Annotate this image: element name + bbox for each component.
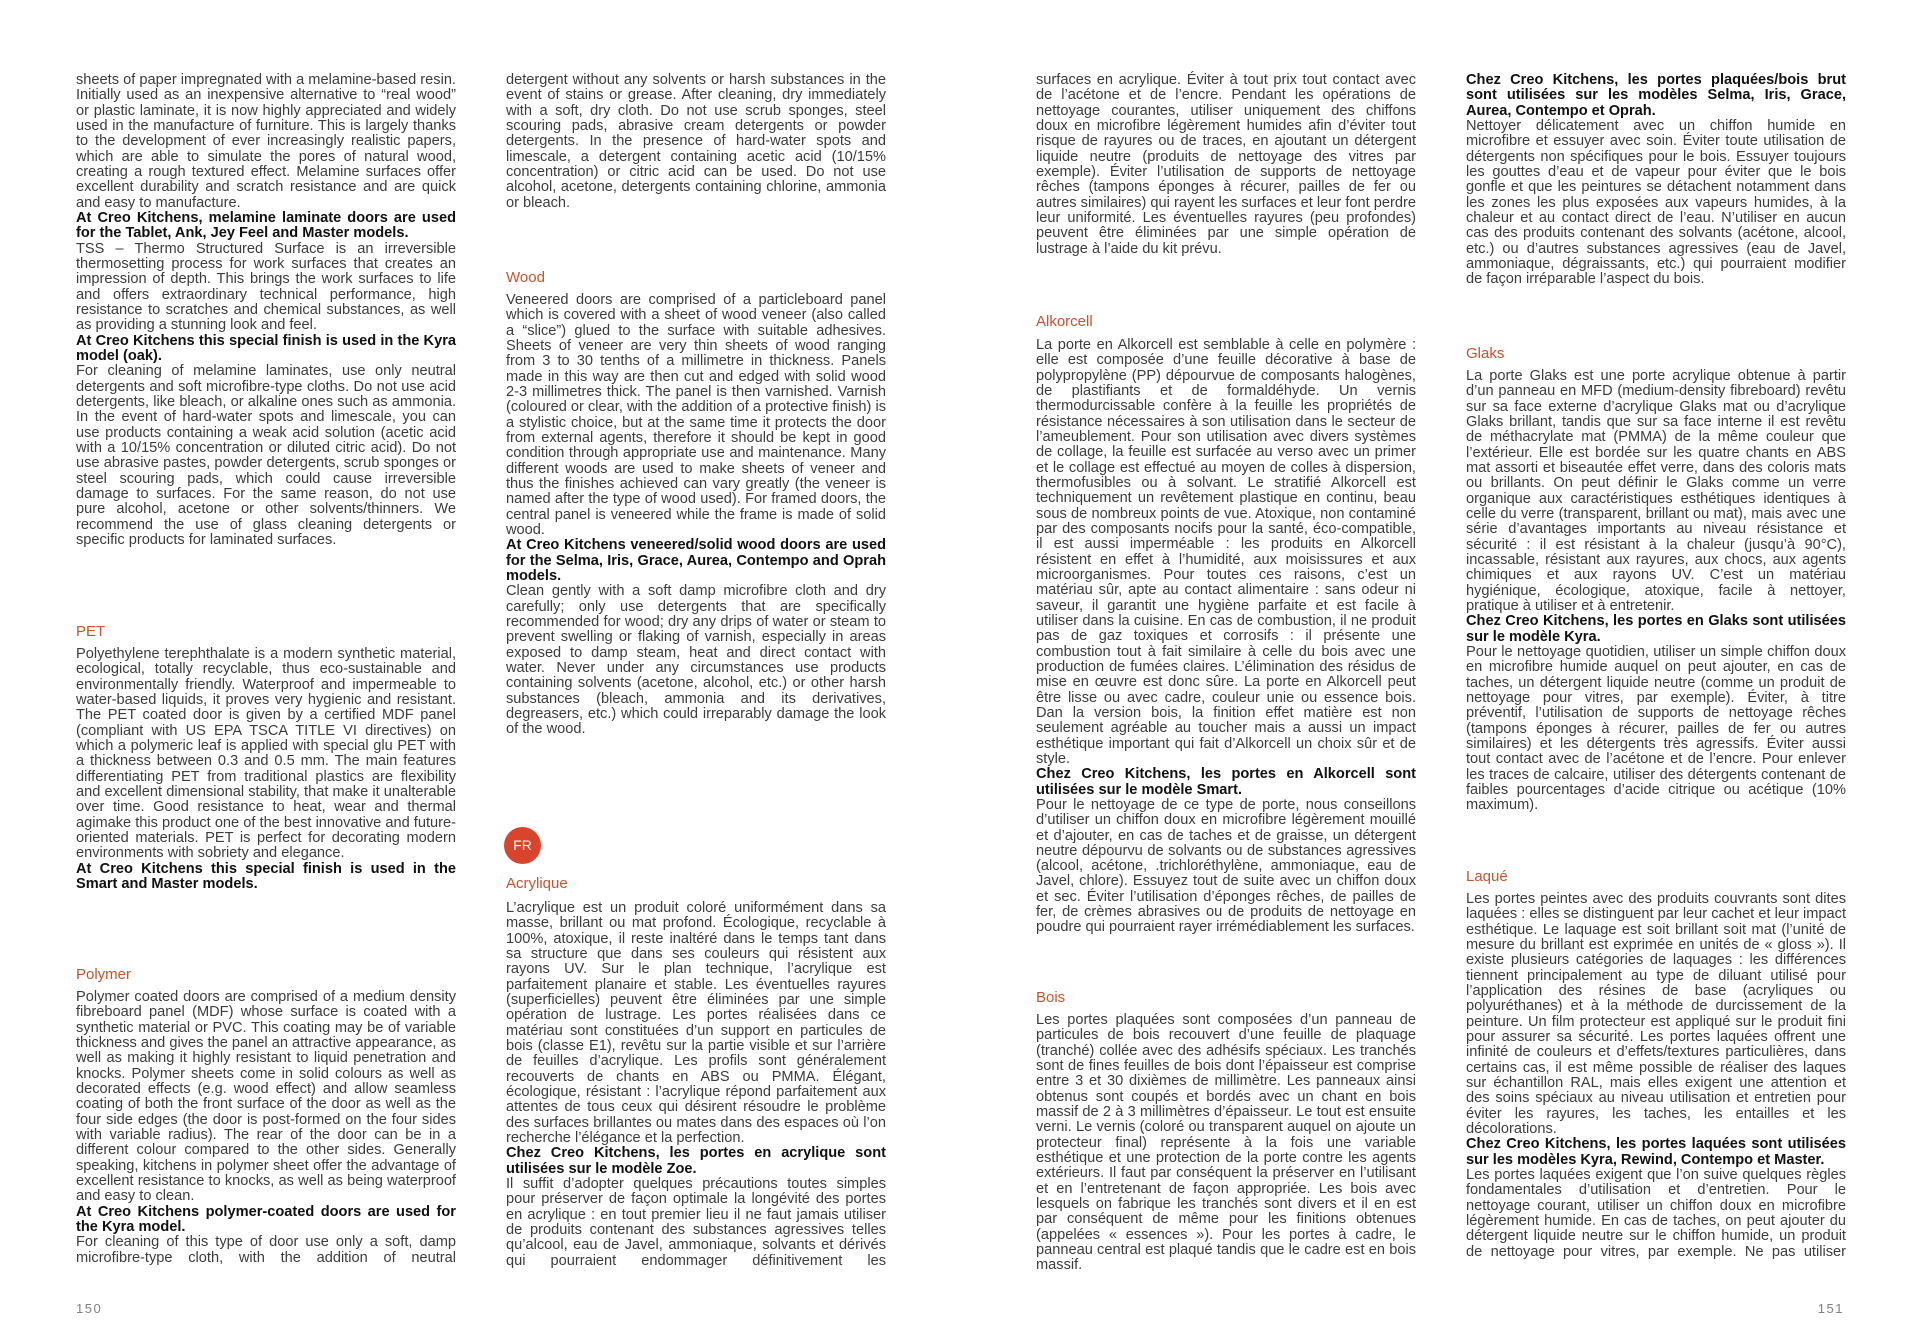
page-number-left: 150: [76, 1301, 103, 1316]
polymer-cleaning-continued: [506, 73, 886, 211]
page-number-right: 151: [1817, 1301, 1844, 1316]
tss-models-note: At Creo Kitchens this special finish is used in the Kyra model (oak).: [76, 332, 456, 364]
acrylique-care-text-part1: Il suffit d’adopter quelques précautions toutes simples pour préserver de façon optimale la longévité des portes en acrylique : en tout premier lieu il ne faut jamais utiliser de produits contenant des substances agressives telles qu’alcool, eau de Javel, ammoniaque, solvants et dérivés qui pourraient endommager définitivement les: [506, 1175, 886, 1269]
alkorcell-care-text: Pour le nettoyage de ce type de porte, nous conseillons d’utiliser un chiffon doux en microfibre légèrement mouillé et d’ajouter, en cas de taches et de graisse, un détergent neutre dépourvu de solvants ou de substances agressives (alcool, acétone, .trichloréthylène, ammoniaque, eau de Javel, chlore). Essuyez tout de suite avec un chiffon doux et sec. Éviter l’utilisation d’éponges rêches, de pailles de fer, de crèmes abrasives ou de produits de nettoyage en poudre qui pourraient rayer irrémédiablement les surfaces.: [1036, 796, 1416, 936]
wood-section: [506, 293, 886, 738]
alkorcell-section: [1036, 338, 1416, 936]
left-page-column-1: [76, 0, 456, 1339]
right-page-column-1: [1036, 0, 1416, 1339]
acrylique-models-note: Chez Creo Kitchens, les portes en acrylique sont utilisées sur le modèle Zoe.: [506, 1145, 886, 1177]
laque-section: [1466, 892, 1846, 1260]
tss-description: TSS – Thermo Structured Surface is an irreversible thermosetting process for work surfaces that creates an impression of depth. This brings the work surfaces to life and offers extraordinary technical performance, high resistance to scratches and chemical substances, as well as providing a stunning look and feel.: [76, 240, 456, 334]
section-heading-alkorcell: Alkorcell: [1036, 313, 1093, 330]
section-heading-pet: PET: [76, 623, 106, 640]
bois-section: [1036, 1013, 1416, 1274]
polymer-cleaning-text-part2: detergent without any solvents or harsh substances in the event of stains or grease. After cleaning, dry immediately with a soft, dry cloth. Do not use scrub sponges, steel scouring pads, abrasive cream detergents or powder detergents. In the presence of hard-water spots and limescale, a detergent containing acetic acid (10/15% concentration) or citric acid can be used. Do not use alcohol, acetone, detergents containing chlorine, ammonia or bleach.: [506, 72, 886, 211]
glaks-section: [1466, 369, 1846, 814]
glaks-models-note: Chez Creo Kitchens, les portes en Glaks sont utilisées sur le modèle Kyra.: [1466, 613, 1846, 645]
pet-section: [76, 647, 456, 892]
alkorcell-models-note: Chez Creo Kitchens, les portes en Alkorcell sont utilisées sur le modèle Smart.: [1036, 766, 1416, 798]
acrylique-care-text-part2: surfaces en acrylique. Éviter à tout prix tout contact avec de l’acétone et de l’encre. Pendant les opérations de nettoyage courantes, utiliser uniquement des chiffons doux en microfibre légèrement humides afin d’éviter tout risque de rayures ou de traces, en ajoutant un détergent liquide neutre (produits de nettoyage des vitres par exemple). Éviter l’utilisation de supports de nettoyage rêches (tampons éponges à récurer, pailles de fer ou autres similaires) qui rayent les surfaces et leur font perdre leur uniformité. Les éventuelles rayures (peu profondes) peuvent être éliminées par une simple opération de lustrage à l’aide du kit prévu.: [1036, 72, 1416, 257]
melamine-description: sheets of paper impregnated with a melamine-based resin. Initially used as an inexpensive alternative to “real wood” or plastic laminate, it is now highly appreciated and widely used in the manufacture of furniture. This is largely thanks to the development of ever increasingly realistic papers, which are able to simulate the pores of natural wood, creating a rough textured effect. Melamine surfaces offer excellent durability and scratch resistance and are quick and easy to manufacture.: [76, 72, 456, 211]
acrylique-description: L’acrylique est un produit coloré uniformément dans sa masse, brillant ou mat profond. Écologique, recyclable à 100%, atoxique, il reste inaltéré dans le temps tant dans sa structure que dans ses couleurs qui résistent aux rayons UV. Sur le plan technique, l’acrylique est parfaitement planaire et stable. Les éventuelles rayures (superficielles) peuvent être éliminées par une simple opération de lustrage. Les portes réalisées dans ce matériau sont constituées d’un support en particules de bois (classe E1), revêtu sur la partie visible et sur l’arrière de feuilles d’acrylique. Les profils sont généralement recouverts de chants en ABS ou PMMA. Élégant, écologique, résistant : l’acrylique répond parfaitement aux attentes de tous ceux qui désirent résoudre le problème des surfaces brillantes ou mates dans des espaces où l’on recherche l’élégance et la perfection.: [506, 900, 886, 1146]
polymer-section: [76, 990, 456, 1266]
glaks-care-text: Pour le nettoyage quotidien, utiliser un simple chiffon doux en microfibre humide auquel on peut ajouter, en cas de taches, un détergent liquide neutre (comme un produit de nettoyage pour vitres, par exemple). Éviter, à titre préventif, l’utilisation de supports de nettoyage rêches (tampons éponges à récurer, pailles de fer ou autres similaires) et les détergents très agressifs. Éviter aussi tout contact avec de l’acétone et de l’encre. Pour enlever les traces de calcaire, utiliser des détergents contenant de faibles pourcentages d’acide citrique ou acétique (10% maximum).: [1466, 643, 1846, 814]
section-heading-polymer: Polymer: [76, 966, 132, 983]
glaks-description: La porte Glaks est une porte acrylique obtenue à partir d’un panneau en MFD (medium-density fibreboard) revêtu sur sa face externe d’acrylique Glaks mat ou d’acrylique Glaks brillant, tandis que sur sa face interne il est revêtu de méthacrylate mat (PMMA) de la même couleur que l’extérieur. Elle est bordée sur les quatre chants en ABS mat assorti et biseautée effet verre, dans des coloris mats ou brillants. On peut définir le Glaks comme un verre organique aux caractéristiques esthétiques identiques à celle du verre (transparent, brillant ou mat), mais avec une série d’avantages importants au niveau résistance et sécurité : il est résistant à la chaleur (jusqu’à 90°C), incassable, résistant aux rayures, aux chocs, aux agents chimiques et aux rayons UV. C’est un matériau hygiénique, écologique, atoxique, facile à nettoyer, pratique à utiliser et à entretenir.: [1466, 368, 1846, 614]
pet-models-note: At Creo Kitchens this special finish is used in the Smart and Master models.: [76, 860, 456, 892]
wood-cleaning-text: Clean gently with a soft damp microfibre cloth and dry carefully; only use detergents that are specifically recommended for wood; dry any drips of water or steam to prevent swelling or flaking of varnish, especially in areas exposed to damp steam, heat and direct contact with water. Never under any circumstances use products containing solvents (acetone, alcohol, etc.) or other harsh substances (bleach, ammonia and its derivatives, degreasers, etc.) which could irreparably damage the look of the wood.: [506, 583, 886, 738]
melamine-models-note: At Creo Kitchens, melamine laminate doors are used for the Tablet, Ank, Jey Feel and Master models.: [76, 209, 456, 242]
polymer-cleaning-text-part1: For cleaning of this type of door use only a soft, damp microfibre-type cloth, with the addition of neutral: [76, 1234, 456, 1266]
section-heading-glaks: Glaks: [1466, 345, 1505, 362]
melamine-section: [76, 73, 456, 548]
polymer-description: Polymer coated doors are comprised of a medium density fibreboard panel (MDF) whose surface is coated with a synthetic material or PVC. This coating may be of variable thickness and gives the panel an attractive appearance, as well as making it highly resistant to liquid penetration and knocks. Polymer sheets come in solid colours as well as decorated effects (e.g. wood effect) and allow seamless coating of both the front surface of the door as well as the four side edges (the door is post-formed on the four sides with variable radius). The rear of the door can be in a different colour compared to the other sides. Generally speaking, kitchens in polymer sheet offer the advantage of excellent resistance to knocks, as well as being waterproof and easy to clean.: [76, 989, 456, 1205]
laque-care-text: Les portes laquées exigent que l’on suive quelques règles fondamentales d’utilisation et d’entretien. Pour le nettoyage courant, utiliser un chiffon doux en microfibre légèrement humide. En cas de taches, on peut ajouter du détergent liquide neutre sur le chiffon humide, un produit de nettoyage pour vitres, par exemple. Ne pas utiliser: [1466, 1166, 1846, 1260]
right-page-column-2: [1466, 0, 1846, 1339]
section-heading-laque: Laqué: [1466, 868, 1508, 885]
bois-description: Les portes plaquées sont composées d’un panneau de particules de bois recouvert d’une feuille de plaquage (tranché) collée avec des adhésifs spéciaux. Les tranchés sont de fines feuilles de bois dont l’épaisseur est comprise entre 3 et 30 dixièmes de millimètre. Les panneaux ainsi obtenus sont coupés et bordés avec un chant en bois massif de 2 à 3 millimètres d’épaisseur. Le tout est ensuite verni. Le vernis (coloré ou transparent auquel on ajoute un protecteur final) représente à la fois une variable esthétique et une protection de la porte contre les agents extérieurs. Il faut par conséquent la préserver en l’utilisant et en l’entretenant de façon appropriée. Les bois avec lesquels on fabrique les tranchés sont divers et il en est par conséquent de même pour les finitions obtenues (appelées « essences »). Pour les portes à cadre, le panneau central est plaqué tandis que le cadre est en bois massif.: [1036, 1012, 1416, 1274]
section-heading-bois: Bois: [1036, 989, 1066, 1006]
bois-models-note: Chez Creo Kitchens, les portes plaquées/bois brut sont utilisées sur les modèles Selma, Iris, Grace, Aurea, Contempo et Oprah.: [1466, 72, 1846, 119]
left-page-column-2: [506, 0, 886, 1339]
section-heading-acrylique: Acrylique: [506, 875, 568, 892]
section-heading-wood: Wood: [506, 269, 545, 286]
wood-models-note: At Creo Kitchens veneered/solid wood doors are used for the Selma, Iris, Grace, Aurea, Contempo and Oprah models.: [506, 537, 886, 584]
bois-care-text: Nettoyer délicatement avec un chiffon humide en microfibre et essuyer avec soin. Éviter toute utilisation de détergents non spécifiques pour le bois. Essuyer toujours les gouttes d’eau et de vapeur pour éviter que le bois gonfle et que les peintures se détachent notamment dans les zones les plus exposées aux vapeurs humides, à la chaleur et au contact direct de l’eau. N’utiliser en aucun cas des produits contenant des solvants (acétone, alcool, etc.) ou d’autres substances agressives (eau de Javel, ammoniaque, dégraissants, etc.) qui pourraient modifier de façon irréparable l’aspect du bois.: [1466, 117, 1846, 288]
laque-models-note: Chez Creo Kitchens, les portes laquées sont utilisées sur les modèles Kyra, Rewind, Contempo et Master.: [1466, 1136, 1846, 1168]
bois-section-continued: [1466, 73, 1846, 288]
acrylique-care-continued: [1036, 73, 1416, 257]
laque-description: Les portes peintes avec des produits couvrants sont dites laquées : elles se distinguent par leur cachet et leur impact esthétique. Le laquage est soit brillant soit mat (l’unité de mesure du brillant est exprimée en unités de « gloss »). Il existe plusieurs catégories de laquages : les différences tiennent principalement au type de diluant utilisé pour l’application des résines de base (acryliques ou polyuréthanes) et à la méthode de durcissement de la peinture. Un film protecteur est appliqué sur le produit fini pour assurer sa sécurité. Les portes laquées offrent une infinité de couleurs et d’effets/textures particulières, dans certains cas, il est même possible de réaliser des laques sur échantillon RAL, mais elles exigent une attention et des soins spéciaux au niveau utilisation et entretien pour éviter les rayures, les taches, les entailles et les décolorations.: [1466, 891, 1846, 1137]
alkorcell-description: La porte en Alkorcell est semblable à celle en polymère : elle est composée d’une feuille décorative à base de polypropylène (PP) dépourvue de composants halogènes, de plastifiants et de formaldéhyde. Un vernis thermodurcissable confère à la feuille les propriétés de résistance nécessaires à son utilisation dans le secteur de l’ameublement. Pour son utilisation avec divers systèmes de collage, la feuille est surfacée au verso avec un primer et le collage est effectué au moyen de colles à dispersion, thermofusibles ou à solvant. Le stratifié Alkorcell est techniquement un revêtement plastique en continu, beau sous de nombreux points de vue. Atoxique, non contaminé par des composants nocifs pour la santé, éco-compatible, il est aussi imperméable : les produits en Alkorcell résistent en effet à l’humidité, aux moisissures et aux microorganismes. Pour toutes ces raisons, c’est un matériau sûr, apte au contact alimentaire : sans odeur ni saveur, il garantit une hygiène parfaite et est facile à utiliser dans la cuisine. En cas de combustion, il ne produit pas de gaz toxiques et corrosifs : il présente une combustion tout à fait similaire à celle du bois avec une production de fumées claires. L’élimination des résidus de mise en œuvre est donc sûre. La porte en Alkorcell peut être lisse ou avec cadre, couleur unie ou essence bois. Dan la version bois, la finition effet matière est non seulement agréable au toucher mais a aussi un impact esthétique important qui fait d’Alkorcell un choix sûr et de style.: [1036, 337, 1416, 767]
language-badge-fr: FR: [504, 827, 541, 864]
acrylique-section: [506, 901, 886, 1269]
polymer-models-note: At Creo Kitchens polymer-coated doors are used for the Kyra model.: [76, 1203, 456, 1235]
melamine-cleaning-text: For cleaning of melamine laminates, use only neutral detergents and soft microfibre-type cloths. Do not use acid detergents, like bleach, or alkaline ones such as ammonia. In the event of hard-water spots and limescale, you can use products containing a weak acid solution (acetic acid with a 10/15% concentration or diluted citric acid). Do not use abrasive pastes, powder detergents, scrub sponges or steel scouring pads, which could cause irreversible damage to surfaces. For the same reason, do not use pure alcohol, acetone or other solvents/thinners. We recommend the use of glass cleaning detergents or specific products for laminated surfaces.: [76, 363, 456, 548]
wood-description: Veneered doors are comprised of a particleboard panel which is covered with a sheet of wood veneer (also called a “slice”) glued to the surface with suitable adhesives. Sheets of veneer are very thin sheets of wood ranging from 3 to 30 tenths of a millimetre in thickness. Panels made in this way are then cut and edged with solid wood 2-3 millimetres thick. The panel is then varnished. Varnish (coloured or clear, with the addition of a protective finish) is a stylistic choice, but at the same time it protects the door from external agents, therefore it should be kept in good condition through appropriate use and maintenance. Many different woods are used to make sheets of veneer and thus the finishes achieved can vary greatly (the veneer is named after the type of wood used). For framed doors, the central panel is veneered while the frame is made of solid wood.: [506, 292, 886, 538]
pet-description: Polyethylene terephthalate is a modern synthetic material, ecological, totally recyclable, thus eco-sustainable and environmentally friendly. Waterproof and impermeable to water-based liquids, it proves very hygienic and resistant. The PET coated door is given by a certified MDF panel (compliant with US EPA TSCA TITLE VI directives) on which a polymeric leaf is applied with special glu PET with a thickness between 0.3 and 0.5 mm. The main features differentiating PET from traditional plastics are flexibility and excellent dimensional stability, that make it unalterable over time. Good resistance to heat, wear and thermal agimake this product one of the best innovative and future-oriented materials. PET is perfect for decorating modern environments with sobriety and elegance.: [76, 646, 456, 862]
